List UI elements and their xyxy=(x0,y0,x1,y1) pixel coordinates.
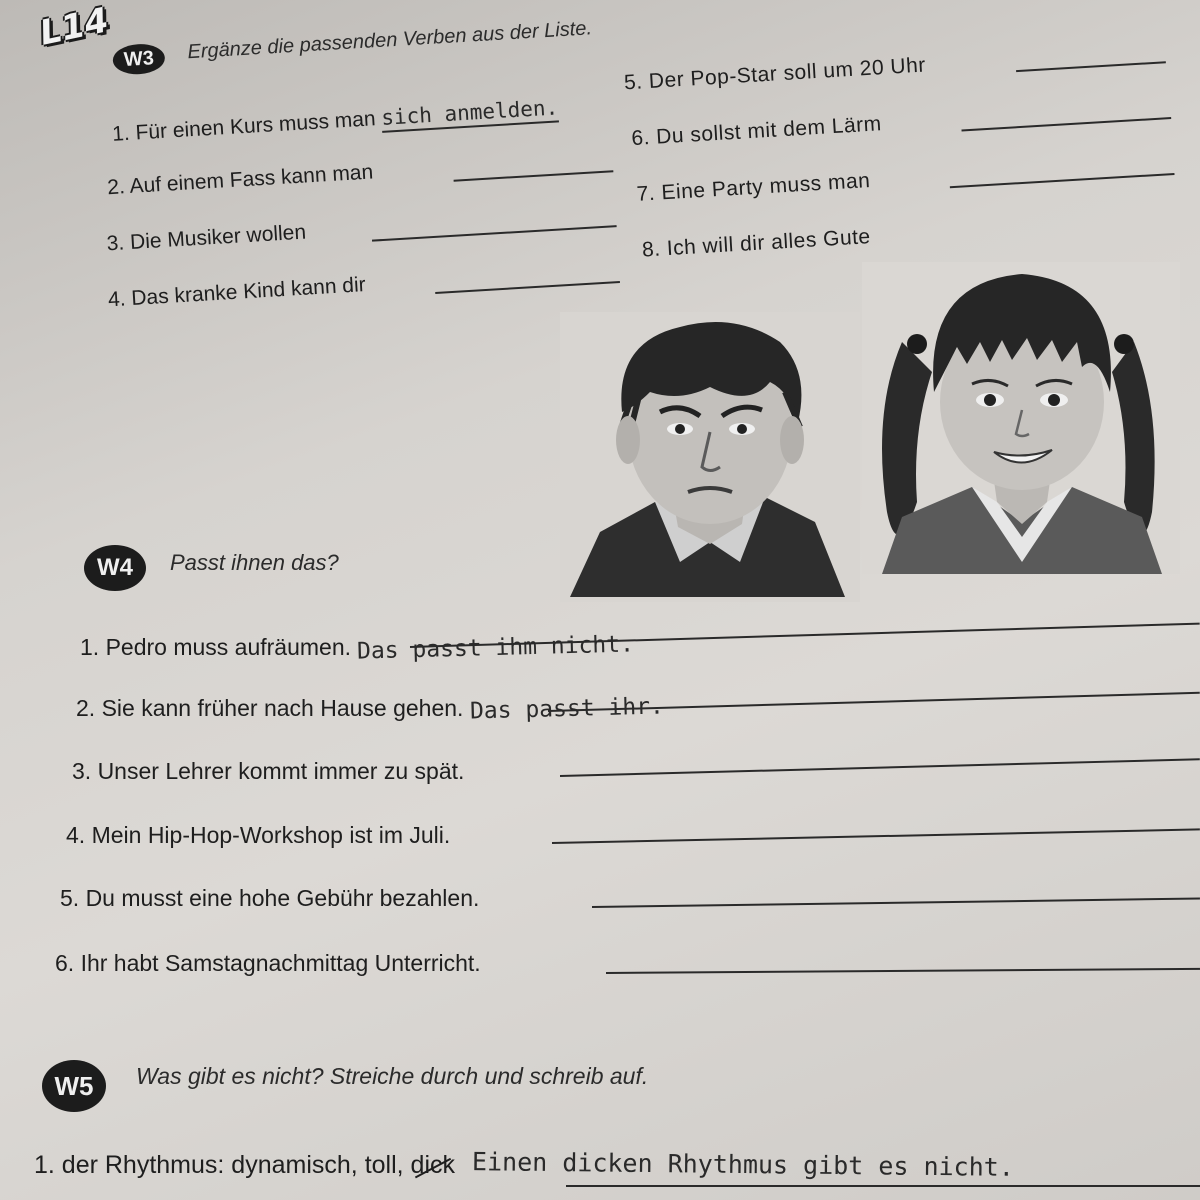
w4-item-1-prompt: 1. Pedro muss aufräumen. xyxy=(80,634,352,660)
exercise-badge-w3: W3 xyxy=(112,43,166,76)
w5-item-1-struck-word: dick xyxy=(410,1151,456,1179)
w3-item-1-answer: sich anmelden. xyxy=(380,95,559,130)
w4-item-6-blank[interactable] xyxy=(606,968,1200,974)
girl-portrait xyxy=(862,262,1180,574)
boy-portrait xyxy=(560,312,860,602)
w3-item-2-prompt: 2. Auf einem Fass kann man xyxy=(106,160,374,200)
exercise-instruction-w3: Ergänze die passenden Verben aus der Liste. xyxy=(186,17,593,64)
exercise-instruction-w4: Passt ihnen das? xyxy=(170,550,339,575)
exercise-instruction-w5: Was gibt es nicht? Streiche durch und schreib auf. xyxy=(136,1063,649,1089)
w3-item-7 xyxy=(636,169,871,207)
w4-item-3-blank[interactable] xyxy=(560,758,1200,777)
w3-item-3 xyxy=(106,221,307,257)
w5-item-1-prompt: 1. der Rhythmus: dynamisch, toll, xyxy=(34,1151,404,1179)
w3-item-2 xyxy=(107,160,374,200)
w4-item-1 xyxy=(80,631,635,665)
w3-item-6 xyxy=(631,112,883,151)
w4-item-6 xyxy=(55,950,481,977)
w4-item-2-answer: Das passt ihr. xyxy=(469,693,665,725)
w4-item-3 xyxy=(72,758,464,785)
w3-item-8 xyxy=(641,225,871,263)
w5-item-1-answer: Einen dicken Rhythmus gibt es nicht. xyxy=(471,1147,1014,1182)
w3-item-8-prompt: 8. Ich will dir alles Gute xyxy=(641,225,872,262)
w3-item-3-prompt: 3. Die Musiker wollen xyxy=(106,220,307,256)
w3-item-7-prompt: 7. Eine Party muss man xyxy=(636,169,871,206)
lesson-badge: L14 xyxy=(36,0,113,54)
w5-item-1 xyxy=(34,1147,1014,1182)
w4-item-5-blank[interactable] xyxy=(592,898,1200,908)
w3-item-1-prompt: 1. Für einen Kurs muss man xyxy=(111,107,377,146)
exercise-badge-w4: W4 xyxy=(84,545,146,591)
w3-item-5-prompt: 5. Der Pop-Star soll um 20 Uhr xyxy=(623,53,927,95)
w3-item-6-prompt: 6. Du sollst mit dem Lärm xyxy=(630,112,883,151)
w4-item-4 xyxy=(66,822,450,849)
exercise-badge-w5: W5 xyxy=(42,1060,106,1112)
w4-item-1-answer: Das passt ihm nicht. xyxy=(357,631,635,665)
w3-item-7-blank[interactable] xyxy=(950,173,1175,188)
w3-item-5 xyxy=(623,54,926,96)
w3-item-4-blank[interactable] xyxy=(435,281,620,294)
w4-item-5-prompt: 5. Du musst eine hohe Gebühr bezahlen. xyxy=(60,885,480,911)
w4-item-2 xyxy=(76,693,665,725)
w3-item-4 xyxy=(107,273,366,312)
w3-item-6-blank[interactable] xyxy=(961,117,1171,131)
w4-item-4-prompt: 4. Mein Hip-Hop-Workshop ist im Juli. xyxy=(66,822,451,848)
w3-item-2-blank[interactable] xyxy=(454,170,614,181)
w4-item-4-blank[interactable] xyxy=(552,828,1200,844)
w3-item-5-blank[interactable] xyxy=(1016,61,1166,72)
w3-item-3-blank[interactable] xyxy=(372,225,617,242)
w4-item-3-prompt: 3. Unser Lehrer kommt immer zu spät. xyxy=(72,758,465,784)
w3-item-1 xyxy=(112,95,559,146)
w4-item-5 xyxy=(60,885,479,912)
w4-item-2-prompt: 2. Sie kann früher nach Hause gehen. xyxy=(76,695,464,721)
w5-item-1-blank[interactable] xyxy=(566,1185,1200,1187)
w3-item-4-prompt: 4. Das kranke Kind kann dir xyxy=(107,273,367,312)
w4-item-6-prompt: 6. Ihr habt Samstagnachmittag Unterricht. xyxy=(55,950,481,976)
